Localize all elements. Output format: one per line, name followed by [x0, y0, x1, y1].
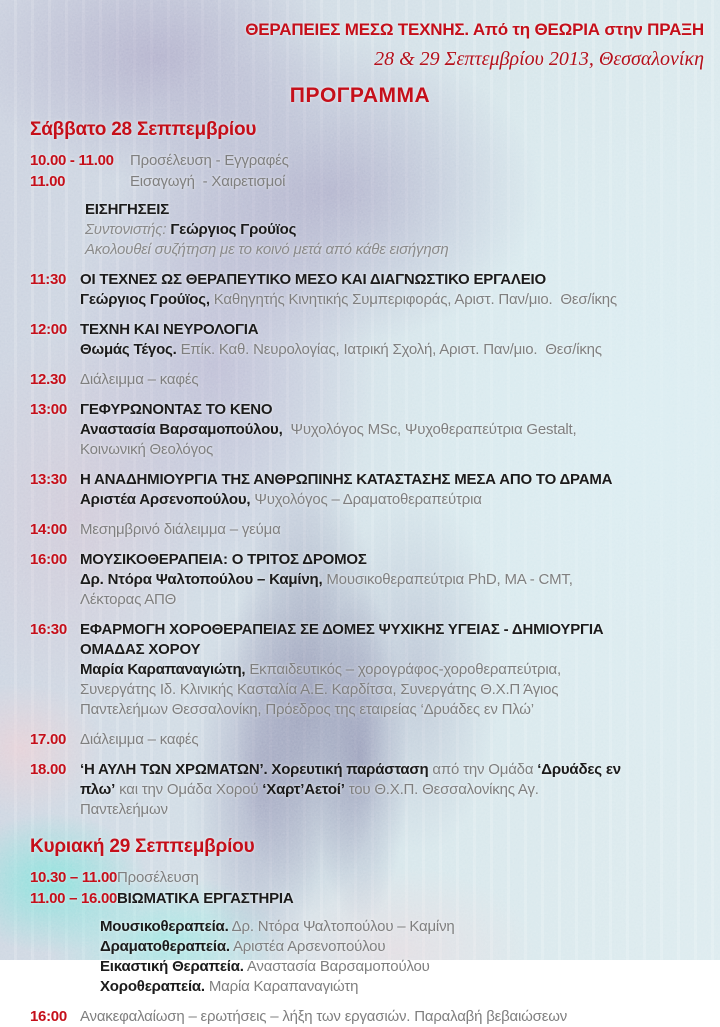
time-label: 16:00	[30, 1008, 67, 1025]
row-line	[80, 660, 706, 680]
row-line	[85, 240, 706, 260]
schedule-row	[30, 320, 706, 360]
text-segment: Διάλειμμα – καφές	[80, 371, 199, 388]
day-heading: Κυριακή 29 Σεππεμβρίου	[30, 836, 255, 857]
row-content	[80, 400, 706, 460]
schedule-row	[30, 470, 706, 510]
row-line	[85, 200, 706, 220]
schedule-row	[30, 730, 706, 750]
text-segment: Γεώργιος Γρούϊος,	[80, 291, 210, 308]
schedule-row	[30, 151, 706, 171]
text-segment: Εικαστική Θεραπεία.	[100, 958, 244, 975]
time-label: 16:30	[30, 621, 67, 638]
text-segment: Θωμάς Τέγος.	[80, 341, 177, 358]
row-content	[80, 620, 706, 720]
day-heading: Σάββατο 28 Σεππεμβρίου	[30, 119, 257, 140]
text-segment: Καθηγητής Κινητικής Συμπεριφοράς, Αριστ. Παν/μιο. Θεσ/ίκης	[209, 291, 617, 308]
schedule-row	[30, 620, 706, 720]
row-line	[80, 1007, 706, 1027]
text-segment: ΜΟΥΣΙΚΟΘΕΡΑΠΕΙΑ: Ο ΤΡΙΤΟΣ ΔΡΟΜΟΣ	[80, 551, 367, 568]
text-segment: Κοινωνική Θεολόγος	[80, 441, 214, 458]
row-line	[80, 520, 706, 540]
row-content	[80, 370, 706, 390]
row-content	[80, 760, 706, 820]
text-segment: Μαρία Καραπαναγιώτη	[204, 978, 359, 995]
row-line	[80, 640, 706, 660]
row-line	[80, 400, 706, 420]
text-segment: Μουσικοθεραπεία.	[100, 918, 229, 935]
row-line	[80, 370, 706, 390]
text-segment: από την Ομάδα	[428, 761, 538, 778]
text-segment: ΕΙΣΗΓΗΣΕΙΣ	[85, 201, 170, 218]
schedule-row	[30, 868, 706, 888]
program-heading: ΠΡΟΓΡΑΜΜΑ	[289, 84, 431, 107]
time-label: 13:30	[30, 471, 67, 488]
row-content	[85, 200, 706, 260]
row-content	[117, 889, 706, 909]
text-segment: Ανακεφαλαίωση – ερωτήσεις – λήξη των εργασιών. Παραλαβή βεβαιώσεων	[80, 1008, 568, 1025]
text-segment: Μεσημβρινό διάλειμμα – γεύμα	[80, 521, 281, 538]
row-line	[100, 937, 706, 957]
row-line	[80, 490, 706, 510]
row-content	[130, 172, 706, 192]
conference-date-location: 28 & 29 Σεπτεμβρίου 2013, Θεσσαλονίκη	[374, 48, 704, 70]
row-line	[80, 290, 706, 310]
time-label: 11.00	[30, 173, 66, 190]
schedule-row	[30, 200, 706, 260]
text-segment: του Θ.Χ.Π. Θεσσαλονίκης Αγ.	[344, 781, 539, 798]
text-segment: ΒΙΩΜΑΤΙΚΑ ΕΡΓΑΣΤΗΡΙΑ	[117, 890, 294, 907]
row-line	[117, 868, 706, 888]
text-segment: Γεώργιος Γρούϊος	[170, 221, 297, 238]
text-segment: Δρ. Ντόρα Ψαλτοπούλου – Καμίνη,	[80, 571, 323, 588]
text-segment: Δραματοθεραπεία.	[100, 938, 230, 955]
schedule-row	[30, 889, 706, 909]
text-segment: ‘Η ΑΥΛΗ ΤΩΝ ΧΡΩΜΑΤΩΝ’. Χορευτική παράσταση	[80, 761, 429, 778]
text-segment: ‘Δρυάδες εν	[537, 761, 621, 778]
text-segment: Εισαγωγή - Χαιρετισμοί	[130, 173, 286, 190]
text-segment: ΓΕΦΥΡΩΝΟΝΤΑΣ ΤΟ ΚΕΝΟ	[80, 401, 273, 418]
text-segment: Δρ. Ντόρα Ψαλτοπούλου – Καμίνη	[228, 918, 455, 935]
time-label: 10.00 - 11.00	[30, 152, 114, 169]
row-line	[80, 800, 706, 820]
row-line	[80, 340, 706, 360]
time-label: 17.00	[30, 731, 67, 748]
row-line	[117, 889, 706, 909]
row-content	[80, 320, 706, 360]
header	[0, 0, 720, 71]
row-line	[80, 700, 706, 720]
row-line	[130, 172, 706, 192]
text-segment: Συντονιστής:	[85, 221, 171, 238]
text-segment: Η ΑΝΑΔΗΜΙΟΥΡΓΙΑ ΤΗΣ ΑΝΘΡΩΠΙΝΗΣ ΚΑΤΑΣΤΑΣΗΣ ΜΕΣΑ ΑΠΟ ΤΟ ΔΡΑΜΑ	[80, 471, 613, 488]
text-segment: Αριστέα Αρσενοπούλου	[229, 938, 386, 955]
row-line	[80, 470, 706, 490]
time-label: 18.00	[30, 761, 67, 778]
text-segment: ΟΜΑΔΑΣ ΧΟΡΟΥ	[80, 641, 201, 658]
day-section	[30, 836, 706, 1027]
text-segment: και την Ομάδα Χορού	[115, 781, 263, 798]
text-segment: Αναστασία Βαρσαμοπούλου	[243, 958, 430, 975]
text-segment: Συνεργάτης Ιδ. Κλινικής Κασταλία Α.Ε. Καρδίτσα, Συνεργάτης Θ.Χ.Π Άγιος	[80, 681, 559, 698]
text-segment: ΟΙ ΤΕΧΝΕΣ ΩΣ ΘΕΡΑΠΕΥΤΙΚΟ ΜΕΣΟ ΚΑΙ ΔΙΑΓΝΩΣΤΙΚΟ ΕΡΓΑΛΕΙΟ	[80, 271, 546, 288]
schedule-row	[30, 172, 706, 192]
row-line	[80, 440, 706, 460]
text-segment: ‘Χαρτ’Αετοί’	[262, 781, 345, 798]
row-line	[80, 780, 706, 800]
text-segment: Λέκτορας ΑΠΘ	[80, 591, 177, 608]
text-segment: Αναστασία Βαρσαμοπούλου,	[80, 421, 283, 438]
time-label: 12.30	[30, 371, 67, 388]
row-content	[80, 520, 706, 540]
row-content	[100, 917, 706, 997]
row-line	[80, 320, 706, 340]
row-line	[100, 977, 706, 997]
time-label: 11:30	[30, 271, 67, 288]
time-label: 13:00	[30, 401, 67, 418]
text-segment: ΕΦΑΡΜΟΓΗ ΧΟΡΟΘΕΡΑΠΕΙΑΣ ΣΕ ΔΟΜΕΣ ΨΥΧΙΚΗΣ ΥΓΕΙΑΣ - ΔΗΜΙΟΥΡΓΙΑ	[80, 621, 604, 638]
text-segment: Αριστέα Αρσενοπούλου,	[80, 491, 251, 508]
row-line	[85, 220, 706, 240]
time-label: 14:00	[30, 521, 67, 538]
row-line	[80, 420, 706, 440]
row-line	[80, 680, 706, 700]
time-label: 10.30 – 11.00	[30, 869, 118, 886]
text-segment: Επίκ. Καθ. Νευρολογίας, Ιατρική Σχολή, Αριστ. Παν/μιο. Θεσ/ίκης	[176, 341, 602, 358]
text-segment: Προσέλευση - Εγγραφές	[130, 152, 289, 169]
row-line	[80, 590, 706, 610]
time-label: 12:00	[30, 321, 67, 338]
row-content	[80, 1007, 706, 1027]
text-segment: Διάλειμμα – καφές	[80, 731, 199, 748]
row-line	[80, 550, 706, 570]
row-content	[80, 470, 706, 510]
schedule-row	[30, 520, 706, 540]
text-segment: Χοροθεραπεία.	[100, 978, 205, 995]
row-content	[130, 151, 706, 171]
text-segment: Παντελεήμων Θεσσαλονίκη, Πρόεδρος της εταιρείας ‘Δρυάδες εν Πλώ’	[80, 701, 534, 718]
day-section	[30, 119, 706, 820]
schedule-row	[30, 760, 706, 820]
row-content	[80, 270, 706, 310]
row-content	[80, 550, 706, 610]
row-line	[80, 730, 706, 750]
time-label: 11.00 – 16.00	[30, 890, 118, 907]
text-segment: Ψυχολόγος – Δραματοθεραπεύτρια	[250, 491, 482, 508]
row-line	[130, 151, 706, 171]
schedule-row	[30, 1007, 706, 1027]
schedule-row	[30, 917, 706, 997]
text-segment: Προσέλευση	[117, 869, 199, 886]
text-segment: Μαρία Καραπαναγιώτη,	[80, 661, 246, 678]
schedule	[0, 119, 720, 1027]
row-line	[100, 917, 706, 937]
schedule-row	[30, 270, 706, 310]
schedule-row	[30, 550, 706, 610]
schedule-row	[30, 370, 706, 390]
time-label: 16:00	[30, 551, 67, 568]
row-content	[117, 868, 706, 888]
text-segment: Μουσικοθεραπεύτρια PhD, MA - CMT,	[322, 571, 573, 588]
row-line	[80, 760, 706, 780]
row-line	[80, 570, 706, 590]
text-segment: Εκπαιδευτικός – χορογράφος-χοροθεραπεύτρια,	[245, 661, 561, 678]
text-segment: Ψυχολόγος MSc, Ψυχοθεραπεύτρια Gestalt,	[282, 421, 577, 438]
conference-title: ΘΕΡΑΠΕΙΕΣ ΜΕΣΩ ΤΕΧΝΗΣ. Από τη ΘΕΩΡΙΑ στην ΠΡΑΞΗ	[245, 20, 704, 39]
text-segment: Ακολουθεί συζήτηση με το κοινό μετά από κάθε εισήγηση	[85, 241, 449, 258]
row-line	[80, 620, 706, 640]
row-line	[100, 957, 706, 977]
text-segment: ΤΕΧΝΗ ΚΑΙ ΝΕΥΡΟΛΟΓΙΑ	[80, 321, 259, 338]
row-content	[80, 730, 706, 750]
schedule-row	[30, 400, 706, 460]
text-segment: πλω’	[80, 781, 116, 798]
text-segment: Παντελεήμων	[80, 801, 168, 818]
row-line	[80, 270, 706, 290]
